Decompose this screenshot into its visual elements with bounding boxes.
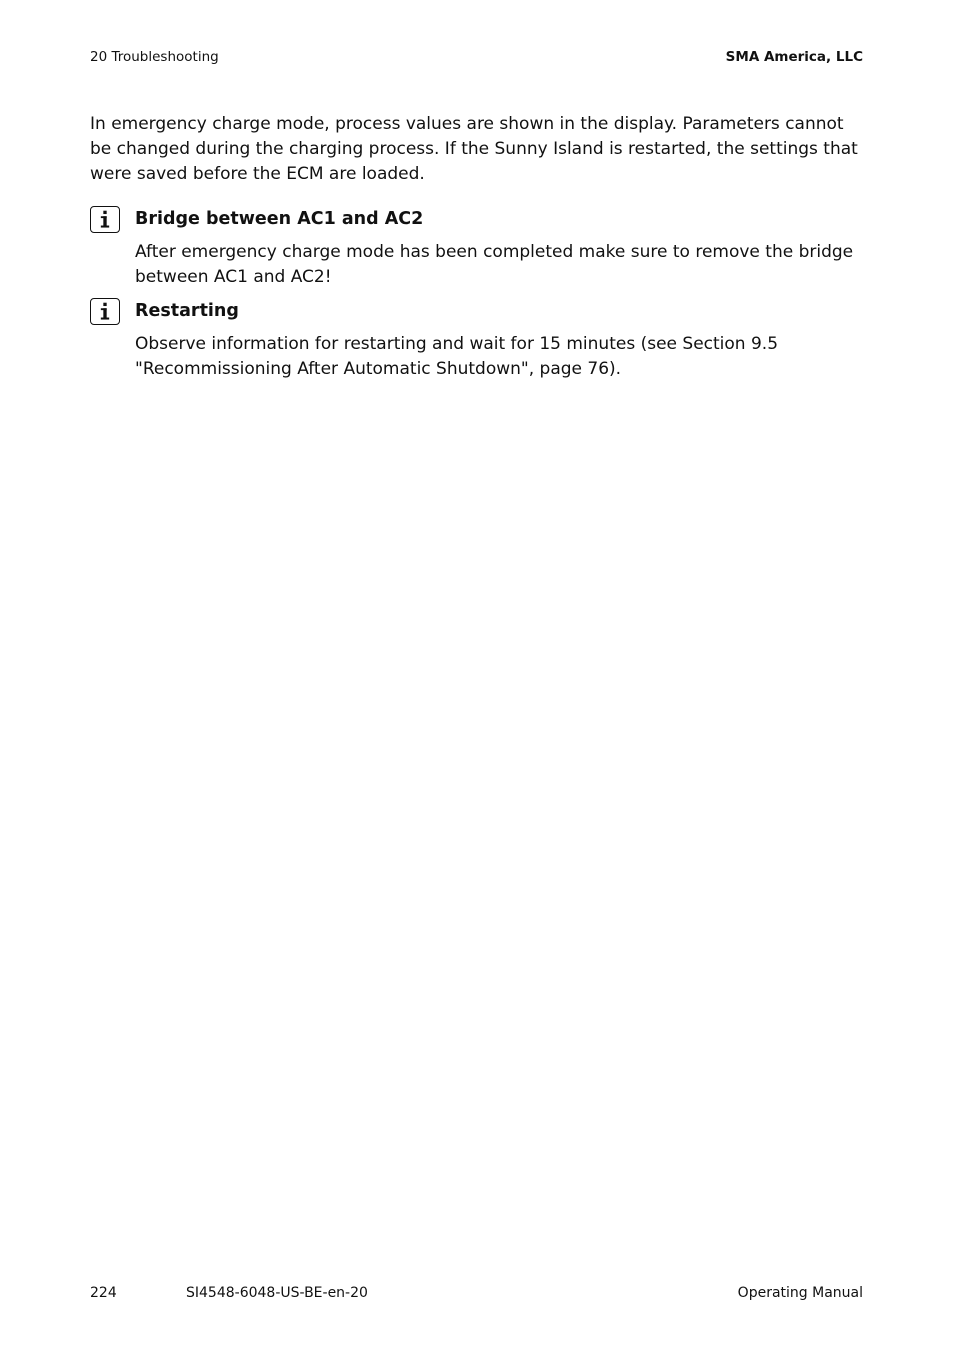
- footer-page-number: 224: [90, 1285, 117, 1301]
- note-text: Observe information for restarting and wait for 15 minutes (see Section 9.5 "Recommissioning After Automatic Shutdown", page 76).: [135, 334, 779, 379]
- note-text: After emergency charge mode has been completed make sure to remove the bridge between AC1 and AC2!: [135, 242, 854, 287]
- header-section: 20 Troubleshooting: [90, 49, 219, 65]
- footer-document-id: SI4548-6048-US-BE-en-20: [186, 1285, 368, 1301]
- footer-doc-type: Operating Manual: [737, 1285, 863, 1301]
- header-company: SMA America, LLC: [725, 49, 863, 65]
- note-title: Restarting: [135, 301, 239, 321]
- info-icon: [90, 206, 120, 233]
- intro-paragraph: In emergency charge mode, process values are shown in the display. Parameters cannot be changed during the charging process. If the Sunny Island is restarted, the settings that were saved before the ECM are loaded.: [90, 114, 858, 184]
- info-icon: [90, 298, 120, 325]
- note-title: Bridge between AC1 and AC2: [135, 209, 424, 229]
